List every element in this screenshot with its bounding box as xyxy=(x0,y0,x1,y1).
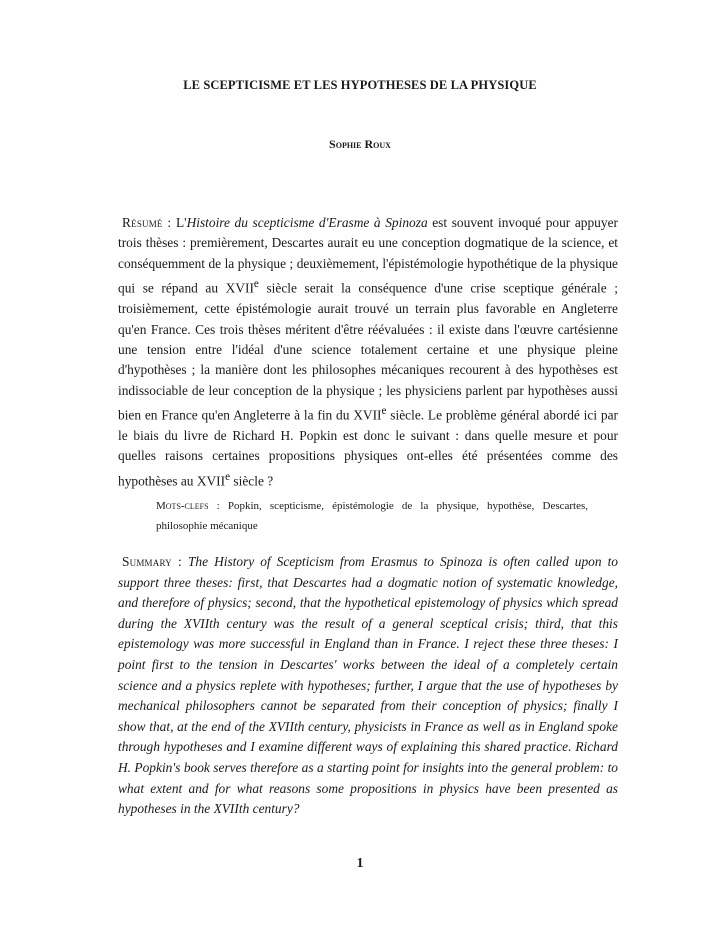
keywords-block xyxy=(156,496,588,536)
century-numeral: XVII xyxy=(268,718,294,734)
century-numeral: XVII xyxy=(196,473,226,489)
century-suffix: e xyxy=(253,278,259,291)
summary-book-title: The History of Scepticism from Erasmus to Spinoza xyxy=(187,554,483,569)
resume-text: siècle ? xyxy=(230,473,274,489)
page-number: 1 xyxy=(356,856,364,871)
century-suffix: e xyxy=(225,470,231,483)
resume-book-title: Histoire du scepticisme d'Erasme à Spinoza xyxy=(186,215,428,230)
author-name: Sophie Roux xyxy=(329,137,391,151)
resume-text: siècle. Le problème général abordé ici par le biais du livre de Richard H. Popkin est donc le suivant : dans quelle mesure et pour quelles raisons certaines propositions physiques ont-elles été présentées comme des hypothèses au xyxy=(118,407,618,489)
summary-text: century? xyxy=(249,801,300,817)
summary-label: Summary : xyxy=(122,554,182,569)
resume-label: Résumé : xyxy=(122,215,172,230)
century-suffix: e xyxy=(381,405,387,418)
century-suffix: th xyxy=(238,801,250,817)
keywords-label: Mots-clefs : xyxy=(156,500,220,512)
summary-text: century was the result of a general sceptical crisis; third, that this epistemology was more successful in England than in France. I reject these three theses: I point first to the tension in Descartes' works between the ideal of a completely certain science and a physics replete with hypotheses; further, I argue that the use of hypotheses by mechanical philosophers cannot be separated from their conception of physics; finally I show that, at the end of the xyxy=(118,615,618,734)
summary-text: is often called upon to support three theses: first, that Descartes had a dogmatic notion of systematic knowledge, and therefore of physics; second, that the hypothetical epistemology of physics which spread during the xyxy=(118,554,618,631)
french-abstract xyxy=(118,213,618,492)
century-numeral: XVII xyxy=(353,407,382,423)
century-suffix: th xyxy=(209,615,220,631)
century-numeral: XVII xyxy=(183,615,210,631)
resume-text: est souvent invoqué pour appuyer trois thèses : premièrement, Descartes aurait eu une conception dogmatique de la science, et conséquemment de la physique ; deuxièmement, l'épistémologie hypothétique de la physique qui se répand au xyxy=(118,215,618,296)
keywords-text: Popkin, scepticisme, épistémologie de la physique, hypothèse, Descartes, philosophie mécanique xyxy=(156,500,589,532)
paper-title: LE SCEPTICISME ET LES HYPOTHESES DE LA PHYSIQUE xyxy=(183,78,537,92)
resume-text: siècle serait la conséquence d'une crise sceptique générale ; troisièmement, cette épistémologie aurait trouvé un terrain plus favorable en Angleterre qu'en France. Ces trois thèses méritent d'être réévaluées : il existe dans l'œuvre cartésienne une tension entre l'idéal d'une science totalement certaine et une physique pleine d'hypothèses ; la manière dont les philosophes mécaniques recourent à des hypothèses est indissociable de leur conception de la physique ; les physiciens parlent par hypothèses aussi bien en France qu'en Angleterre à la fin du xyxy=(118,280,618,423)
english-summary xyxy=(118,552,618,820)
century-numeral: XVII xyxy=(225,280,254,296)
summary-text: century, physicists in France as well as in England spoke through hypotheses and I examine different ways of explaining this shared practice. Richard H. Popkin's book serves therefore as a starting point for insights into the general problem: to what extent and for what reasons some propositions in physics have been presented as hypotheses in the xyxy=(118,718,618,817)
resume-text: L' xyxy=(175,215,187,230)
century-numeral: XVII xyxy=(213,801,239,817)
century-suffix: th xyxy=(293,718,305,734)
